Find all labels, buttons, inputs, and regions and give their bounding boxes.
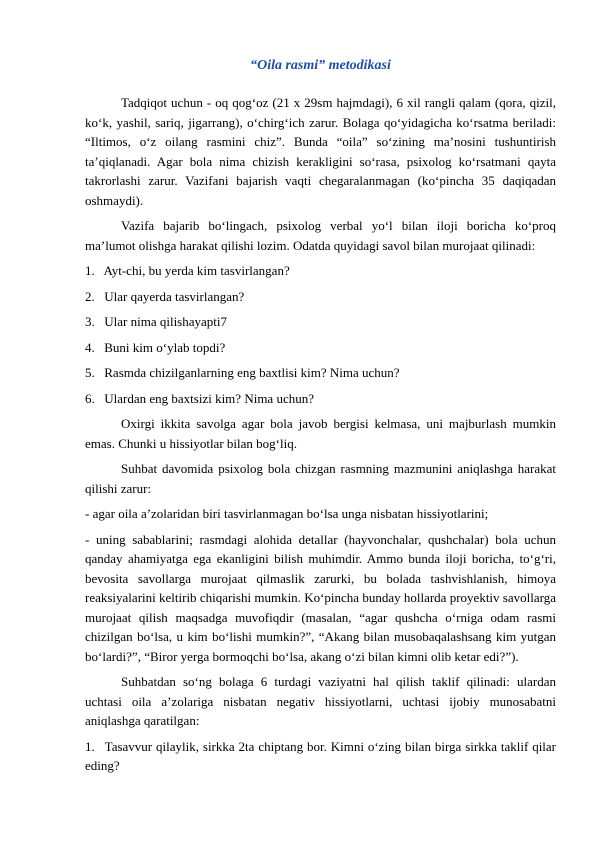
document-title: “Oila rasmi” metodikasi <box>250 58 391 73</box>
paragraph-no-forcing: Oxirgi ikkita savolga agar bola javob bergisi kelmasa, uni majburlash mumkin emas. Chunki u hissiyotlar bilan bog‘liq. <box>85 416 556 451</box>
list-item-number: 5. <box>85 365 95 380</box>
list-item-number: 4. <box>85 339 95 355</box>
list-item-number: 2. <box>85 288 95 304</box>
list-item-text: Tasavvur qilaylik, sirkka 2ta chiptang bor. Kimni o‘zing bilan birga sirkka taklif qilar eding? <box>85 738 557 773</box>
list-item-text: Rasmda chizilganlarning eng baxtlisi kim? Nima uchun? <box>104 365 400 380</box>
list-item-text: Ulardan eng baxtsizi kim? Nima uchun? <box>104 390 314 406</box>
list-item-text: Ular nima qilishayapti7 <box>104 314 228 329</box>
paragraph-missing-member: - agar oila a’zolaridan biri tasvirlanmagan bo‘lsa unga nisbatan hissiyotlarini; <box>85 506 489 521</box>
list-item-text: Buni kim o‘ylab topdi? <box>104 339 226 355</box>
list-item-text: Ular qayerda tasvirlangan? <box>104 288 245 304</box>
list-item <box>85 261 556 281</box>
list-item <box>85 737 556 776</box>
paragraph-situations-intro: Suhbatdan so‘ng bolaga 6 turdagi vaziyatni hal qilish taklif qilinadi: ulardan uchtasi oila a’zolariga nisbatan negativ hissiyotlarni, uchtasi ijobiy munosabatni aniqlashga qaratilgan: <box>85 674 556 728</box>
list-item-number: 1. <box>85 738 95 754</box>
list-item <box>85 287 556 307</box>
paragraph-conversation-content: Suhbat davomida psixolog bola chizgan rasmning mazmunini aniqlashga harakat qilishi zarur: <box>85 461 556 496</box>
list-item-number: 3. <box>85 314 95 329</box>
list-item <box>85 338 556 358</box>
situations-list <box>85 737 556 776</box>
paragraph-materials: Tadqiqot uchun - oq qog‘oz (21 x 29sm hajmdagi), 6 xil rangli qalam (qora, qizil, ko‘k, yashil, sariq, jigarrang), o‘chirg‘ich zarur. Bolaga qo‘yidagicha ko‘rsatma beriladi: “Iltimos, o‘z oilang rasmini chiz”. Bunda “oila” so‘zining ma’nosini tushuntirish ta’qiqlanadi. Agar bola nima chizish kerakligini so‘rasa, psixolog ko‘rsatmani qayta takrorlashi zarur. Vazifani bajarish vaqti chegaralanmagan (ko‘pincha 35 daqiqadan oshmaydi). <box>85 95 556 208</box>
list-item-text: Ayt-chi, bu yerda kim tasvirlangan? <box>103 263 290 278</box>
list-item <box>85 389 556 409</box>
list-item <box>85 312 556 332</box>
paragraph-conversation-intro: Vazifa bajarib bo‘lingach, psixolog verbal yo‘l bilan iloji boricha ko‘proq ma’lumot olishga harakat qilishi lozim. Odatda quyidagi savol bilan murojaat qilinadi: <box>85 218 556 253</box>
list-item-number: 6. <box>85 390 95 406</box>
paragraph-reasons: - uning sabablarini; rasmdagi alohida detallar (hayvonchalar, qushchalar) bola uchun qanday ahamiyatga ega ekanligini bilish muhimdir. Ammo bunda iloji boricha, to‘g‘ri, bevosita savollarga murojaat qilmaslik zarurki, bu bolada tashvishlanish, himoya reaksiyalarini keltirib chiqarishi mumkin. Ko‘pincha bunday hollarda proyektiv savollarga murojaat qilish maqsadga muvofiqdir (masalan, “agar qushcha o‘rniga odam rasmi chizilgan bo‘lsa, u kim bo‘lishi mumkin?”, “Akang bilan musobaqalashsang kim yutgan bo‘lardi?”, “Biror yerga bormoqchi bo‘lsa, akang o‘zi bilan kimni olib ketar edi?”). <box>85 531 556 664</box>
list-item <box>85 363 556 383</box>
list-item-number: 1. <box>85 263 95 278</box>
questions-list <box>85 261 556 408</box>
